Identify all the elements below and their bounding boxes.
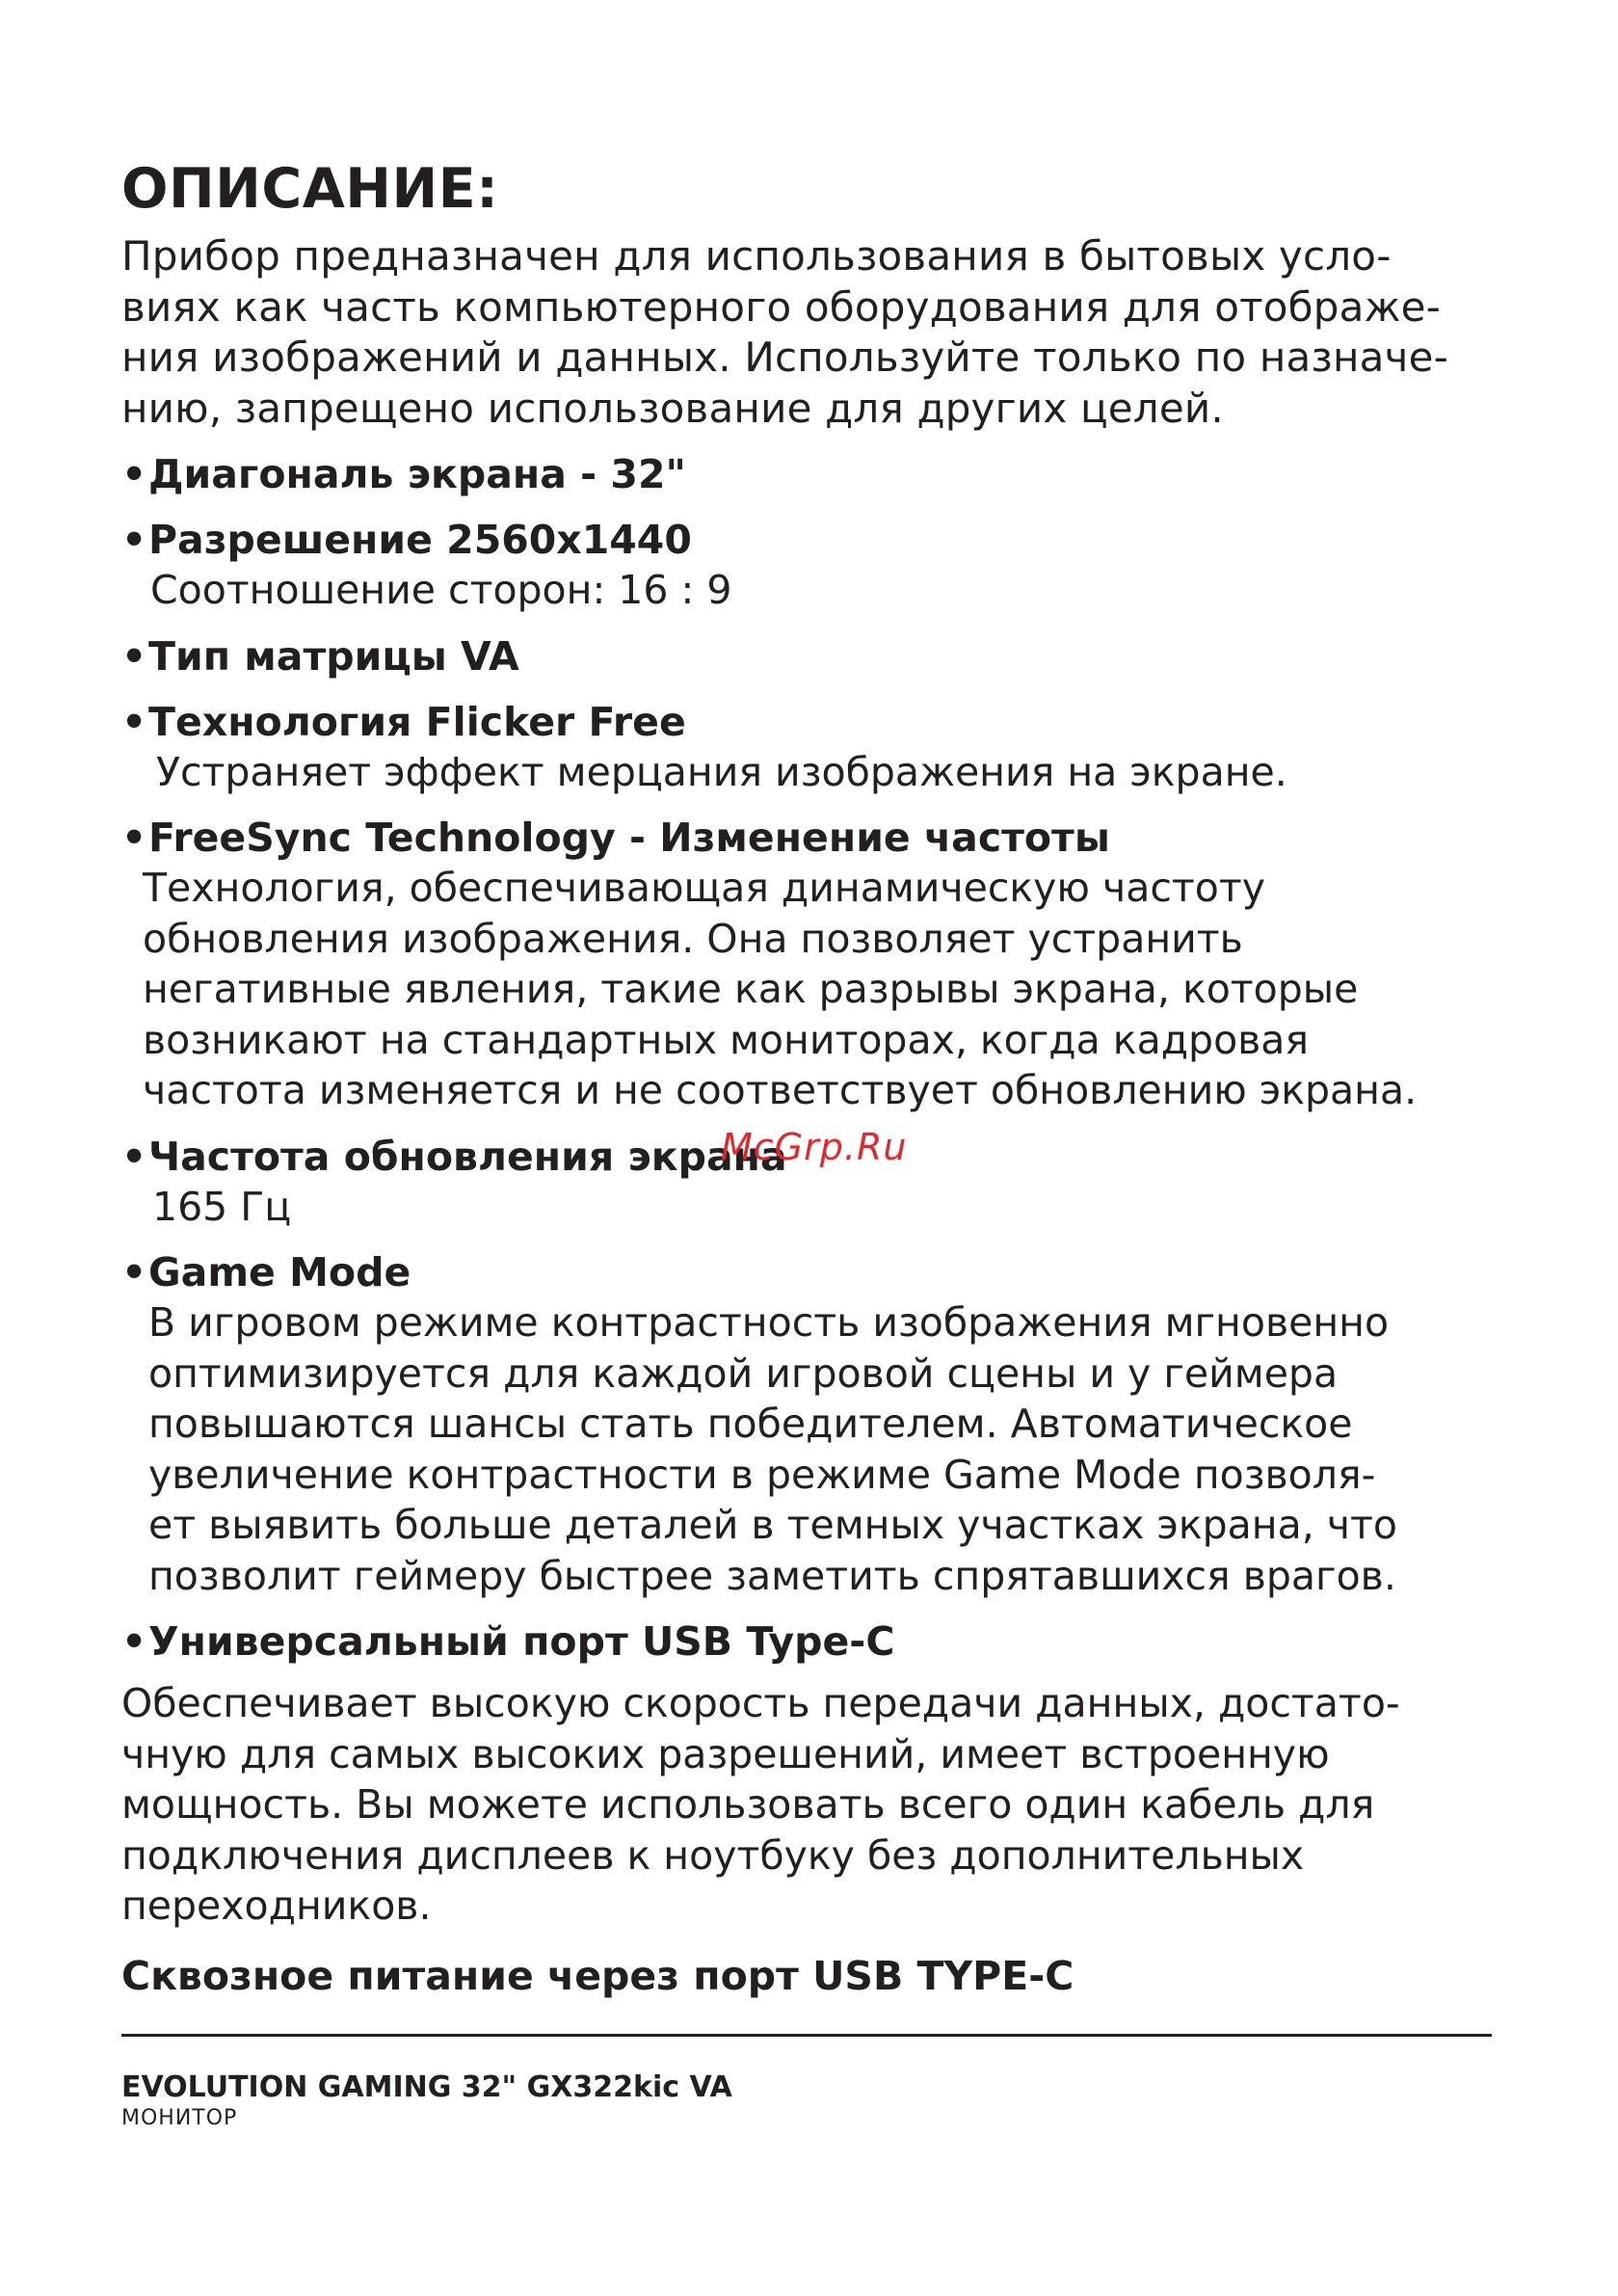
usb-description-line: подключения дисплеев к ноутбуку без дополнительных	[121, 1831, 1305, 1879]
feature-item	[121, 813, 1490, 1116]
intro-line: нию, запрещено использование для других целей.	[121, 384, 1224, 432]
feature-body-line: позволит геймеру быстрее заметить спрятавшихся врагов.	[148, 1552, 1396, 1599]
footer-model-name: EVOLUTION GAMING 32" GX322kic VA	[121, 2070, 732, 2104]
feature-heading	[121, 515, 1490, 565]
intro-line: Прибор предназначен для использования в бытовых усло-	[121, 232, 1392, 280]
footer-product-type: МОНИТОР	[121, 2106, 238, 2130]
bullet-icon: •	[121, 517, 147, 563]
feature-body-line: 165 Гц	[152, 1183, 292, 1230]
feature-body-line: ет выявить больше деталей в темных участках экрана, что	[148, 1502, 1397, 1548]
usb-description	[121, 1678, 1490, 1932]
usb-description-line: мощность. Вы можете использовать всего один кабель для	[121, 1781, 1375, 1828]
feature-heading	[121, 697, 1490, 747]
footer-divider	[121, 2034, 1492, 2037]
feature-list	[121, 449, 1490, 1667]
feature-item	[121, 1616, 1490, 1667]
feature-heading-text: FreeSync Technology - Изменение частоты	[148, 814, 1110, 861]
feature-item	[121, 631, 1490, 681]
feature-body-line: Устраняет эффект мерцания изображения на экране.	[156, 748, 1287, 795]
document-page	[121, 154, 1490, 2001]
usb-description-line: переходников.	[121, 1882, 432, 1929]
feature-heading-text: Диагональ экрана - 32"	[148, 451, 686, 497]
feature-body-line: частота изменяется и не соответствует обновлению экрана.	[143, 1067, 1418, 1113]
closing-statement: Сквозное питание через порт USB TYPE-C	[121, 1952, 1074, 1999]
feature-body-line: оптимизируется для каждой игровой сцены и у геймера	[148, 1349, 1339, 1397]
intro-line: ния изображений и данных. Используйте только по назначе-	[121, 334, 1448, 381]
bullet-icon: •	[121, 1618, 147, 1665]
feature-body-line: возникают на стандартных мониторах, когда кадровая	[143, 1016, 1310, 1063]
usb-description-line: Обеспечивает высокую скорость передачи данных, достато-	[121, 1680, 1400, 1726]
feature-heading	[121, 1616, 1490, 1667]
bullet-icon: •	[121, 698, 147, 745]
feature-heading	[121, 449, 1490, 499]
feature-body-line: повышаются шансы стать победителем. Автоматическое	[148, 1401, 1353, 1447]
feature-heading	[121, 1247, 1490, 1297]
feature-body-line: В игровом режиме контрастность изображения мгновенно	[148, 1299, 1390, 1346]
page-title: ОПИСАНИЕ:	[121, 157, 499, 221]
bullet-icon: •	[121, 632, 147, 680]
feature-body-line: Технология, обеспечивающая динамическую частоту	[143, 865, 1265, 911]
feature-item	[121, 515, 1490, 616]
feature-heading-text: Частота обновления экрана	[148, 1133, 787, 1180]
watermark-text: McGrp.Ru	[721, 1126, 908, 1168]
intro-line: виях как часть компьютерного оборудования для отображе-	[121, 282, 1442, 331]
feature-item	[121, 1247, 1490, 1601]
bullet-icon: •	[121, 451, 147, 497]
feature-heading-text: Тип матрицы VA	[148, 632, 519, 680]
feature-heading-text: Game Mode	[148, 1249, 411, 1295]
usb-description-line: чную для самых высоких разрешений, имеет встроенную	[121, 1730, 1330, 1777]
bullet-icon: •	[121, 814, 147, 861]
intro-paragraph	[121, 231, 1490, 434]
feature-heading	[121, 631, 1490, 681]
feature-heading	[121, 813, 1490, 863]
feature-heading-text: Универсальный порт USB Type-C	[148, 1618, 895, 1665]
bullet-icon: •	[121, 1249, 147, 1295]
feature-heading-text: Разрешение 2560x1440	[148, 517, 692, 563]
feature-heading-text: Технология Flicker Free	[148, 698, 686, 745]
feature-body-line: негативные явления, такие как разрывы экрана, которые	[143, 966, 1359, 1012]
bullet-icon: •	[121, 1133, 147, 1180]
feature-item	[121, 697, 1490, 798]
feature-item	[121, 449, 1490, 499]
feature-body-line: Соотношение сторон: 16 : 9	[150, 567, 732, 613]
feature-body-line: обновления изображения. Она позволяет устранить	[143, 915, 1243, 962]
feature-body-line: увеличение контрастности в режиме Game Mode позволя-	[148, 1451, 1376, 1498]
